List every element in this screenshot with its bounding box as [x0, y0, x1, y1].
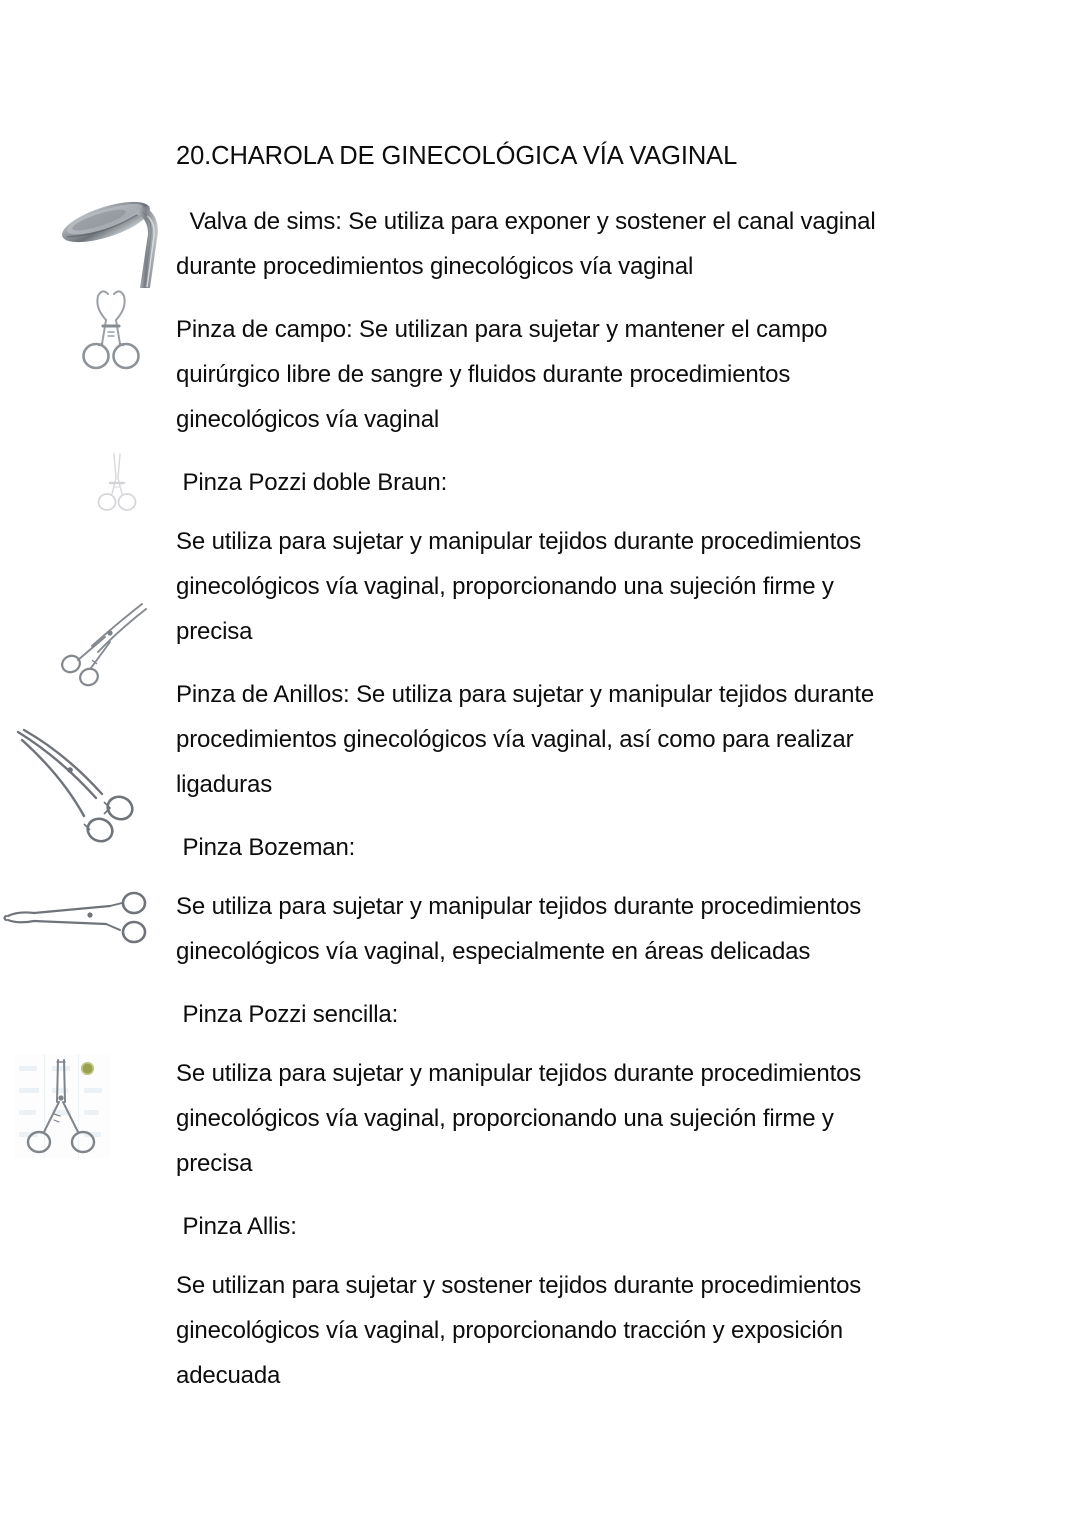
pinza-de-campo-image	[78, 286, 150, 376]
pinza-allis-image	[24, 1058, 100, 1158]
paragraph-pinza-pozzi-sencilla-description: Se utiliza para sujetar y manipular tejidos durante procedimientos ginecológicos vía vaginal, proporcionando una sujeción firme y precisa	[176, 1060, 868, 1178]
document-text-column	[176, 140, 906, 1416]
paragraph-pinza-pozzi-doble-braun-description: Se utiliza para sujetar y manipular tejidos durante procedimientos ginecológicos vía vaginal, proporcionando una sujeción firme y precisa	[176, 528, 868, 646]
page-title: 20.CHAROLA DE GINECOLÓGICA VÍA VAGINAL	[176, 142, 738, 170]
pinza-pozzi-sencilla-image	[2, 890, 154, 952]
paragraph-pinza-de-anillos: Pinza de Anillos: Se utiliza para sujetar y manipular tejidos durante procedimientos ginecológicos vía vaginal, así como para realizar ligaduras	[176, 681, 881, 799]
paragraph-valva-de-sims: Valva de sims: Se utiliza para exponer y sostener el canal vaginal durante procedimientos ginecológicos vía vaginal	[176, 208, 883, 281]
paragraph-pinza-allis-label: Pinza Allis:	[176, 1213, 297, 1241]
valva-de-sims-image	[54, 188, 164, 293]
paragraph-pinza-pozzi-doble-braun-label: Pinza Pozzi doble Braun:	[176, 469, 448, 497]
paragraph-pinza-pozzi-sencilla-label: Pinza Pozzi sencilla:	[176, 1001, 399, 1029]
paragraph-pinza-bozeman-description: Se utiliza para sujetar y manipular tejidos durante procedimientos ginecológicos vía vaginal, especialmente en áreas delicadas	[176, 893, 868, 966]
pinza-de-anillos-image	[58, 598, 150, 690]
paragraph-pinza-allis-description: Se utilizan para sujetar y sostener tejidos durante procedimientos ginecológicos vía vaginal, proporcionando tracción y exposición adecuada	[176, 1272, 868, 1390]
pinza-bozeman-image	[14, 724, 154, 854]
pinza-pozzi-doble-braun-image	[92, 452, 146, 518]
paragraph-pinza-bozeman-label: Pinza Bozeman:	[176, 834, 356, 862]
instrument-image-gutter	[0, 0, 176, 1524]
paragraph-pinza-de-campo: Pinza de campo: Se utilizan para sujetar y mantener el campo quirúrgico libre de sangre y fluidos durante procedimientos ginecológicos vía vaginal	[176, 316, 834, 434]
